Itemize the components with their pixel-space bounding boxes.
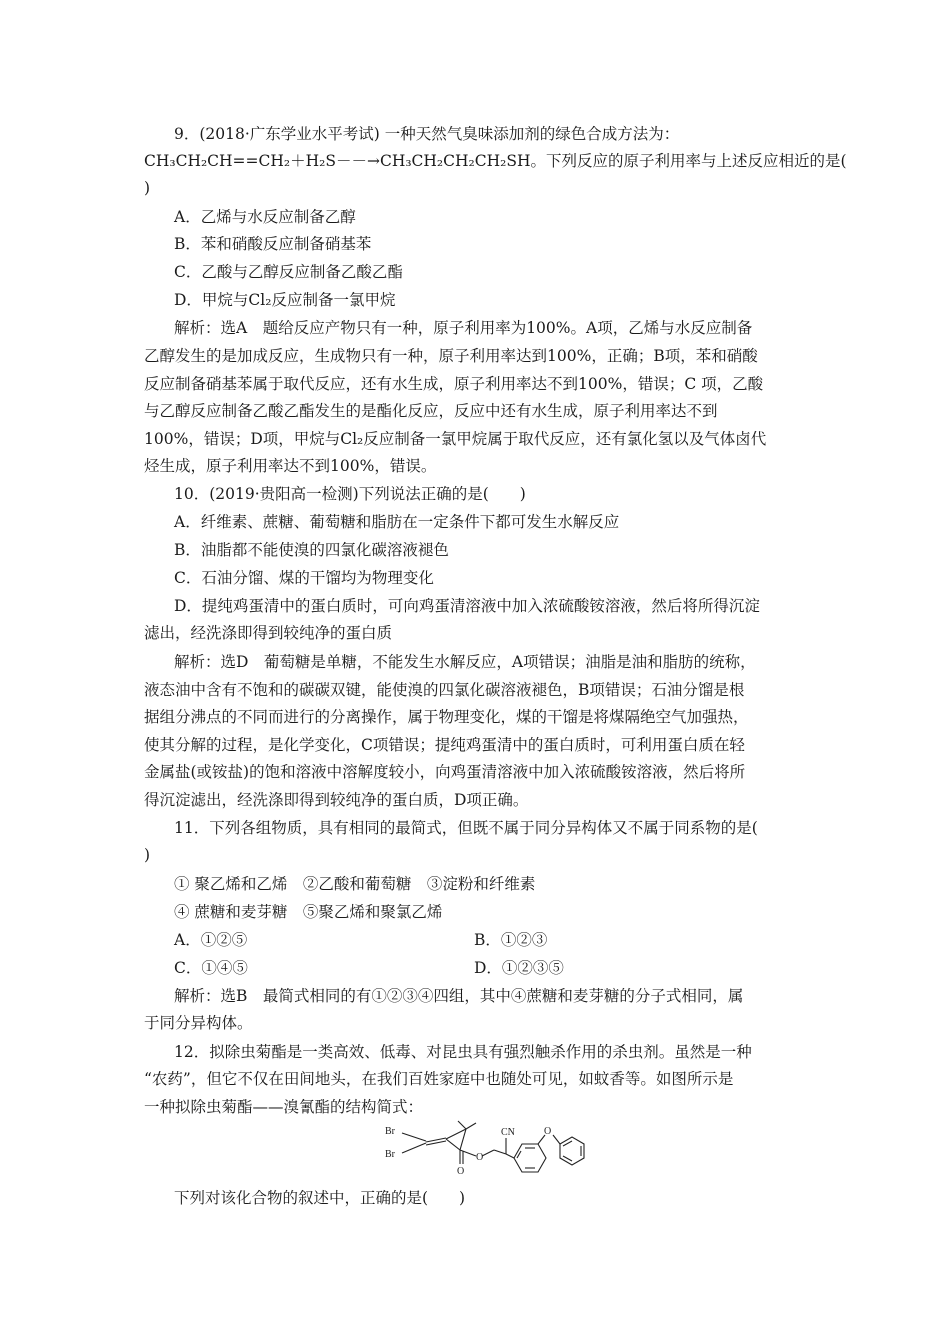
q12-question: 下列对该化合物的叙述中，正确的是( ) bbox=[174, 1189, 466, 1207]
q9-solution-line4: 与乙醇反应制备乙酸乙酯发生的是酯化反应，反应中还有水生成，原子利用率达不到 bbox=[144, 402, 718, 420]
q9-solution-line2: 乙醇发生的是加成反应，生成物只有一种，原子利用率达到100%，正确；B项，苯和硝酸 bbox=[144, 347, 758, 365]
q11-option-c: C．①④⑤ bbox=[174, 959, 248, 977]
q11-option-a: A．①②⑤ bbox=[174, 931, 248, 949]
carbonyl-oxygen-label: O bbox=[457, 1166, 465, 1176]
q10-option-c: C．石油分馏、煤的干馏均为物理变化 bbox=[174, 569, 434, 587]
q9-stem-line3: ) bbox=[144, 179, 151, 197]
q11-stem-line1: 11．下列各组物质，具有相同的最简式，但既不属于同分异构体又不属于同系物的是( bbox=[174, 819, 758, 837]
q9-option-c: C．乙酸与乙醇反应制备乙酸乙酯 bbox=[174, 263, 403, 281]
q12-stem-line1: 12．拟除虫菊酯是一类高效、低毒、对昆虫具有强烈触杀作用的杀虫剂。虽然是一种 bbox=[174, 1043, 752, 1061]
q10-option-d-line2: 滤出，经洗涤即得到较纯净的蛋白质 bbox=[144, 624, 393, 642]
q11-groups-line1: ① 聚乙烯和乙烯 ②乙酸和葡萄糖 ③淀粉和纤维素 bbox=[174, 875, 536, 893]
q10-option-a: A．纤维素、蔗糖、葡萄糖和脂肪在一定条件下都可发生水解反应 bbox=[174, 513, 620, 531]
ether-oxygen-label: O bbox=[544, 1126, 552, 1137]
q10-option-d-line1: D．提纯鸡蛋清中的蛋白质时，可向鸡蛋清溶液中加入浓硫酸铵溶液，然后将所得沉淀 bbox=[174, 597, 760, 615]
q9-solution-line5: 100%，错误；D项，甲烷与Cl₂反应制备一氯甲烷属于取代反应，还有氯化氢以及气体卤代 bbox=[144, 430, 767, 448]
q9-option-d: D．甲烷与Cl₂反应制备一氯甲烷 bbox=[174, 291, 396, 309]
q11-solution-line2: 于同分异构体。 bbox=[144, 1014, 253, 1032]
q9-solution-line3: 反应制备硝基苯属于取代反应，还有水生成，原子利用率达不到100%，错误；C 项，乙酸 bbox=[144, 375, 764, 393]
q10-solution-line3: 据组分沸点的不同而进行的分离操作，属于物理变化，煤的干馏是将煤隔绝空气加强热， bbox=[144, 708, 749, 726]
q11-solution-line1: 解析：选B 最简式相同的有①②③④四组，其中④蔗糖和麦芽糖的分子式相同，属 bbox=[174, 987, 744, 1005]
ester-oxygen-label: O bbox=[476, 1152, 484, 1163]
q9-solution-line1: 解析：选A 题给反应产物只有一种，原子利用率为100%。A项，乙烯与水反应制备 bbox=[174, 319, 753, 337]
q10-stem: 10．(2019·贵阳高一检测)下列说法正确的是( ) bbox=[174, 485, 526, 503]
q9-solution-line6: 烃生成，原子利用率达不到100%，错误。 bbox=[144, 457, 437, 475]
q9-option-b: B．苯和硝酸反应制备硝基苯 bbox=[174, 235, 372, 253]
q10-solution-line6: 得沉淀滤出，经洗涤即得到较纯净的蛋白质，D项正确。 bbox=[144, 791, 529, 809]
q11-stem-line2: ) bbox=[144, 846, 151, 864]
cyano-group-label: CN bbox=[501, 1127, 515, 1138]
q9-option-a: A．乙烯与水反应制备乙醇 bbox=[174, 208, 356, 226]
q10-option-b: B．油脂都不能使溴的四氯化碳溶液褪色 bbox=[174, 541, 449, 559]
q10-solution-line1: 解析：选D 葡萄糖是单糖，不能发生水解反应，A项错误；油脂是油和脂肪的统称， bbox=[174, 653, 756, 671]
q11-groups-line2: ④ 蔗糖和麦芽糖 ⑤聚乙烯和聚氯乙烯 bbox=[174, 903, 443, 921]
q11-option-d: D．①②③⑤ bbox=[474, 959, 564, 977]
bromine-atom-label-2: Br bbox=[385, 1149, 395, 1160]
q10-solution-line5: 金属盐(或铵盐)的饱和溶液中溶解度较小，向鸡蛋清溶液中加入浓硫酸铵溶液，然后将所 bbox=[144, 763, 746, 781]
q12-stem-line2: “农药”，但它不仅在田间地头，在我们百姓家庭中也随处可见，如蚊香等。如图所示是 bbox=[144, 1070, 734, 1088]
q11-option-b: B．①②③ bbox=[474, 931, 548, 949]
bromine-atom-label-1: Br bbox=[385, 1126, 395, 1137]
q9-stem-line1: 9．(2018·广东学业水平考试) 一种天然气臭味添加剂的绿色合成方法为： bbox=[174, 125, 680, 143]
q10-solution-line4: 使其分解的过程，是化学变化，C项错误；提纯鸡蛋清中的蛋白质时，可利用蛋白质在轻 bbox=[144, 736, 745, 754]
deltamethrin-structure-diagram bbox=[382, 1120, 596, 1176]
q12-stem-line3: 一种拟除虫菊酯——溴氰酯的结构简式： bbox=[144, 1098, 424, 1116]
q10-solution-line2: 液态油中含有不饱和的碳碳双键，能使溴的四氯化碳溶液褪色，B项错误；石油分馏是根 bbox=[144, 681, 745, 699]
q9-stem-line2: CH₃CH₂CH==CH₂＋H₂S－－→CH₃CH₂CH₂CH₂SH。下列反应的原子利用率与上述反应相近的是( bbox=[144, 152, 847, 170]
